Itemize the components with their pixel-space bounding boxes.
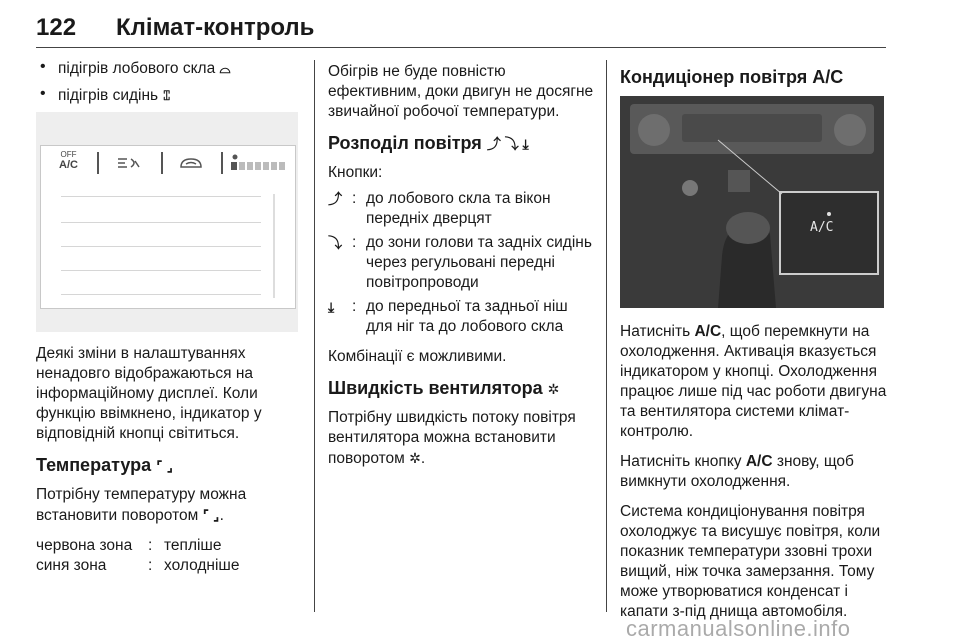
temperature-knob-icon: ⌜ ⌟: [202, 507, 220, 523]
photo-ac-label: A/C: [810, 220, 834, 235]
ac-heading: Кондиціонер повітря A/C: [620, 67, 844, 87]
key-head: ⤵ : до зони голови та задніх сидінь через регульовані передні повітропроводи: [328, 234, 592, 291]
page-title: Клімат-контроль: [116, 14, 315, 41]
fan-icon: ✲: [409, 450, 421, 466]
ac-paragraph-1: Натисніть A/C, щоб перемкнути на охолодження. Активація вказується індикатором у кнопці. Охолодження працює лише під час роботи двигуна та вентилятора системи клімат-контролю.: [620, 323, 887, 440]
temperature-row-red: червона зона : тепліше: [36, 537, 222, 554]
page-header: [36, 8, 886, 48]
temperature-knob-icon: ⌜ ⌟: [156, 458, 174, 474]
foot-airflow-icon: ⤓: [328, 299, 335, 315]
fan-speed-text: Потрібну швидкість потоку повітря вентилятора можна встановити поворотом ✲.: [328, 409, 576, 467]
bullet-heated-seat: • підігрів сидінь ⑄: [36, 85, 298, 106]
temperature-row-blue: синя зона : холодніше: [36, 557, 240, 574]
ac-paragraph-2: Натисніть кнопку A/C знову, щоб вимкнути охолодження.: [620, 453, 854, 490]
key-windscreen: ⤴ : до лобового скла та вікон передніх дверцят: [328, 190, 551, 227]
climate-display-illustration: [36, 112, 298, 332]
column-divider-right: [606, 60, 607, 612]
key-foot: ⤓ : до передньої та задньої ніш для ніг та до лобового скла: [328, 298, 568, 335]
left-column-top: [36, 58, 298, 112]
ac-button-ref: A/C: [694, 323, 722, 340]
heated-seat-icon: ⑄: [162, 87, 171, 103]
temperature-heading: Температура ⌜ ⌟: [36, 455, 174, 475]
ac-button-ref: A/C: [745, 453, 773, 470]
air-distribution-icons: ⤴ ⤵ ⤓: [486, 136, 529, 152]
right-column-top: [620, 66, 890, 96]
watermark: carmanualsonline.info: [626, 616, 851, 641]
ac-paragraph-3: Система кондиціонування повітря охолоджує та висушує повітря, коли показник температури ззовні трохи вищий, ніж точка замерзання. Тому може утворюватися конденсат і капати з-під днища автомобіля.: [620, 503, 881, 620]
fan-icon: ✲: [547, 381, 560, 397]
heating-intro-paragraph: Обігрів не буде повністю ефективним, доки двигун не досягне звичайної робочої температури.: [328, 63, 594, 120]
bullet-heated-windscreen: • підігрів лобового скла ⌓: [36, 58, 298, 79]
right-column-bottom: [620, 322, 890, 632]
recirculation-icon: [177, 155, 205, 171]
fan-level-icon: [231, 152, 289, 172]
airflow-icon: [115, 155, 143, 171]
ac-indicator: OFF A/C: [59, 150, 78, 171]
center-console-photo: [620, 96, 884, 308]
windscreen-airflow-icon: ⤴: [328, 191, 342, 207]
left-column-bottom: [36, 344, 298, 576]
heated-windscreen-icon: ⌓: [219, 60, 231, 76]
temperature-text: Потрібну температуру можна встановити поворотом ⌜ ⌟.: [36, 486, 247, 524]
air-distribution-heading: Розподіл повітря ⤴ ⤵ ⤓: [328, 133, 529, 153]
middle-column: [328, 62, 594, 479]
head-airflow-icon: ⤵: [328, 235, 342, 251]
column-divider-left: [314, 60, 315, 612]
fan-speed-heading: Швидкість вентилятора ✲: [328, 378, 560, 398]
page-number: 122: [36, 14, 77, 41]
combinations-text: Комбінації є можливими.: [328, 348, 507, 365]
display-button-row: [41, 146, 295, 182]
display-info-paragraph: Деякі зміни в налаштуваннях ненадовго відображаються на інформаційному дисплеї. Коли функцію ввімкнено, індикатор у відповідній кнопці світиться.: [36, 345, 262, 442]
header-rule: [36, 47, 886, 48]
keys-label: Кнопки:: [328, 164, 383, 181]
display-panel: [40, 145, 296, 309]
